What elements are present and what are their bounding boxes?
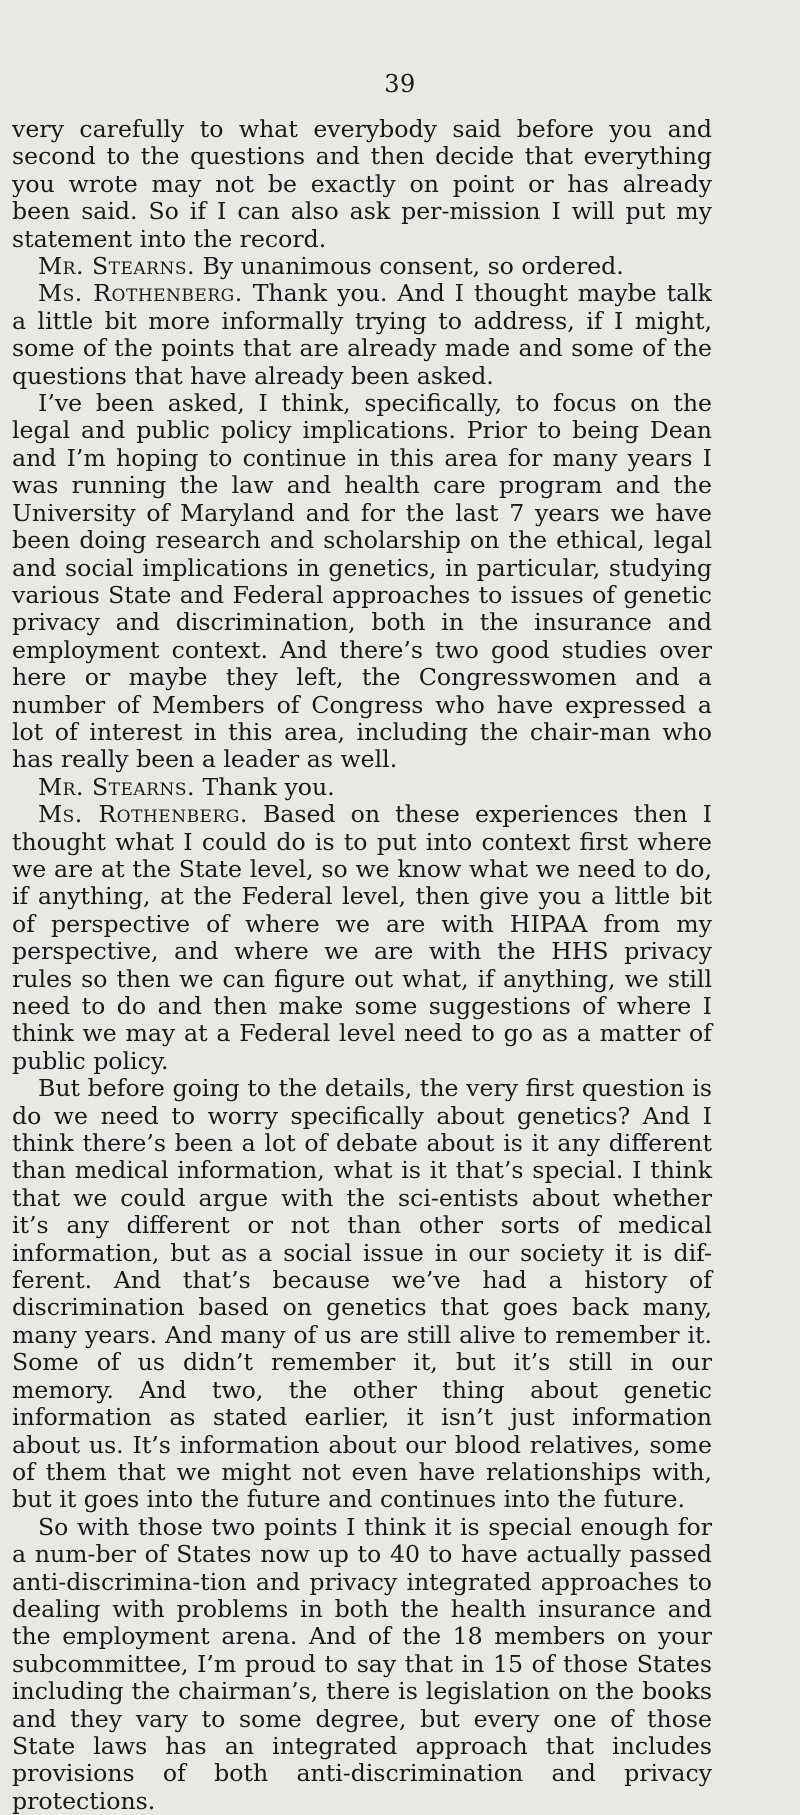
- paragraph-text: Thank you. And I thought maybe talk a little bit more informally trying to address, if I might, some of the points that are already made and some of the questions that have already been asked.: [12, 279, 712, 390]
- page-number: 39: [384, 70, 416, 98]
- paragraph-text: I’ve been asked, I think, specifically, to focus on the legal and public policy implications. Prior to being Dean and I’m hoping to continue in this area for many years I was running the law and health care program and the University of Maryland and for the last 7 years we have been doing research and scholarship on the ethical, legal and social implications in genetics, in particular, studying various State and Federal approaches to issues of genetic privacy and discrimination, both in the insurance and employment context. And there’s two good studies over here or maybe they left, the Congresswomen and a number of Members of Congress who have expressed a lot of interest in this area, including the chair-man who has really been a leader as well.: [12, 389, 712, 774]
- body-text: [12, 116, 712, 1815]
- speaker-name: Mr. Stearns.: [38, 252, 195, 281]
- speaker-name: Ms. Rothenberg.: [38, 279, 243, 308]
- paragraph-text: Based on these experiences then I thought what I could do is to put into context first where we are at the State level, so we know what we need to do, if anything, at the Federal level, then give you a little bit of perspective of where we are with HIPAA from my perspective, and where we are with the HHS privacy rules so then we can figure out what, if anything, we still need to do and then make some suggestions of where I think we may at a Federal level need to go as a matter of public policy.: [12, 800, 712, 1075]
- speaker-name: Ms. Rothenberg.: [38, 800, 248, 829]
- paragraph-text: Thank you.: [194, 772, 335, 801]
- paragraph: [12, 116, 712, 253]
- paragraph: [12, 801, 712, 1075]
- paragraph: [12, 774, 712, 801]
- paragraph-text: So with those two points I think it is special enough for a num-ber of States now up to 40 to have actually passed anti-discrimina-tion and privacy integrated approaches to dealing with problems in both the health insurance and the employment arena. And of the 18 members on your subcommittee, I’m proud to say that in 15 of those States including the chairman’s, there is legislation on the books and they vary to some degree, but every one of those State laws has an integrated approach that includes provisions of both anti-discrimination and privacy protections.: [12, 1512, 712, 1815]
- paragraph: [12, 1075, 712, 1514]
- paragraph-text: But before going to the details, the very first question is do we need to worry specifically about genetics? And I think there’s been a lot of debate about is it any different than medical information, what is it that’s special. I think that we could argue with the sci-entists about whether it’s any different or not than other sorts of medical information, but as a social issue in our society it is dif-ferent. And that’s because we’ve had a history of discrimination based on genetics that goes back many, many years. And many of us are still alive to remember it. Some of us didn’t remember it, but it’s still in our memory. And two, the other thing about genetic information as stated earlier, it isn’t just information about us. It’s information about our blood relatives, some of them that we might not even have relationships with, but it goes into the future and continues into the future.: [12, 1074, 712, 1514]
- paragraph: [12, 390, 712, 774]
- paragraph-text: very carefully to what everybody said before you and second to the questions and then decide that everything you wrote may not be exactly on point or has already been said. So if I can also ask per-mission I will put my statement into the record.: [12, 115, 712, 253]
- paragraph: [12, 253, 712, 280]
- paragraph: [12, 280, 712, 390]
- paragraph: [12, 1514, 712, 1815]
- paragraph-text: By unanimous consent, so ordered.: [194, 252, 624, 281]
- speaker-name: Mr. Stearns.: [38, 772, 195, 801]
